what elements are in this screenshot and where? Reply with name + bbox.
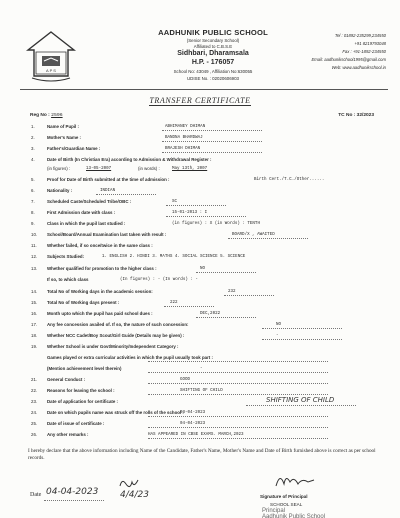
field-label: Date of application for certificate : [47,399,118,404]
field-value: (in figures) : X (in Words) : TENTH [172,222,260,226]
field-number: 1. [31,124,35,129]
field-number: 21. [31,377,38,382]
field-label: Any other remarks : [47,432,89,437]
header-divider [20,89,388,90]
school-seal-label: SCHOOL SEAL [270,502,303,507]
reg-number [30,113,63,118]
school-affiliation: Affiliated to C.B.S.E [193,44,233,49]
email-line: Email: aadhunikschool1995@gmail.com [311,57,386,62]
field-label: Date of issue of certificate : [47,421,105,426]
field-value: 1. ENGLISH 2. HINDI 3. MATHS 4. SOCIAL SCIENCE 5. SCIENCE [102,255,246,259]
value-underline [148,383,328,384]
value-underline [164,306,214,307]
field-value: 04-04-2023 [180,422,206,426]
school-state: H.P. - 176057 [191,59,235,66]
field-label: Mother's Name : [47,135,81,140]
field-value: - [276,334,279,338]
reg-value: 2596 [51,113,63,118]
school-number: School No: 43049 , Affiliation No:630055 [173,69,253,74]
value-underline [166,205,226,206]
field-number: 6. [31,188,35,193]
date-underline [44,500,104,501]
field-label: (Mention achievement level therein) [47,366,122,371]
school-udise: UDISE No. : 02020606903 [187,76,239,81]
field-label: Any fee concession availed of. If so, the nature of such concession: [47,322,189,327]
value-underline [246,405,356,406]
field-label: Subjects Studied: [47,254,85,259]
date-label: Date [30,492,42,498]
field-number: 13. [31,266,38,271]
field-number: 5. [31,177,35,182]
field-label: Whether NCC Cadet/Boy Scout/Girl Guide (Details may be given) : [47,333,185,338]
field-label: Whether failed, if so once/twice in the same class : [47,243,153,248]
value-underline [148,427,328,428]
field-label: Whether School is under Govt/Minority/Independent Category : [47,344,179,349]
field-number: 7. [31,199,35,204]
tc-value: 32/2023 [356,113,374,118]
field-number: 16. [31,311,38,316]
fax-line: Fax : +91-1892-234550 [342,49,386,54]
value-underline [148,438,328,439]
struck-off-date-handwritten: SHIFTING OF CHILD [266,396,335,404]
svg-text:A P S: A P S [46,68,56,73]
seal-principal-text: Principal [262,508,286,514]
phone-line-2: +91 8219793048 [354,41,386,46]
declaration-text: I hereby declare that the above information including Name of the Candidate, Father's Name, Mother's Name and Date of Birth furnished above is correct as per school records. [28,448,376,462]
document-title-text: TRANSFER CERTIFICATE [149,96,251,105]
field-value: 232 [228,290,236,294]
field-number: 11. [31,243,37,248]
value-underline [162,130,262,131]
field-label: Month upto which the pupil has paid school dues : [47,311,153,316]
field-value: (In figures) : - (In words) : - [120,278,198,282]
field-value: Birth Cert./T.C./Other...... [254,178,325,182]
value-underline [162,152,262,153]
field-value: BANDNA BHARDWAJ [165,136,203,140]
field-number: 4. [31,157,35,162]
initials-handwritten: 4/4/23 [120,490,149,500]
field-label: Date of Birth (In Christian Era) according to Admission & Withdrawal Register : [47,157,212,162]
field-label: First Admission date with class : [47,210,116,215]
field-number: 15. [31,300,38,305]
principal-signature-label: Signature of Principal [260,494,308,499]
value-underline [96,194,156,195]
field-value: SHIFTING OF CHILD [180,389,223,393]
field-value: 222 [170,301,178,305]
reg-label: Reg No : [30,113,50,118]
field-number: 23. [31,399,38,404]
school-name: AADHUNIK PUBLIC SCHOOL [158,28,268,37]
value-underline [148,361,328,362]
value-underline [148,372,328,373]
initials-signature-mark [118,476,140,490]
field-value: 15-01-2013 : I [172,211,208,215]
tc-number [338,113,374,118]
field-number: 2. [31,135,35,140]
field-label: (in figures) : [47,166,71,171]
field-label: General Conduct : [47,377,86,382]
field-number: 18. [31,333,38,338]
phone-line-1: Tel : 01892-235299,234550 [334,33,386,38]
field-value: - [200,367,203,371]
field-label: Scheduled Caste/Scheduled Tribe/OBC : [47,199,132,204]
field-number: 24. [31,410,38,415]
value-underline [162,141,262,142]
principal-signature [272,470,318,492]
seal-school-text: Aadhunik Public School [262,514,326,518]
field-label: Total No of Working days in the academic session: [47,289,153,294]
field-label: Proof for Date of Birth submitted at the time of admission : [47,177,170,182]
field-label: Total No of Working days present : [47,300,120,305]
tc-label: TC No : [338,113,356,118]
field-label: Games played or extra curricular activities in which the pupil usually took part : [47,355,213,360]
value-underline [228,238,308,239]
document-title [0,96,400,105]
field-number: 9. [31,221,35,226]
value-underline [148,394,328,395]
field-label: Father's/Guardian Name : [47,146,101,151]
school-logo [24,30,78,82]
field-label: If so, to which class [47,277,89,282]
value-underline [262,328,342,329]
field-label: Date on which pupils name was struck off the rolls of the school : [47,410,184,415]
field-number: 8. [31,210,35,215]
field-label: Reasons for leaving the school : [47,388,115,393]
field-number: 17. [31,322,38,327]
field-label: Name of Pupil : [47,124,79,129]
field-label-words: (in words) : [138,166,160,171]
field-number: 26. [31,432,38,437]
field-value-words: May 13th, 2007 [172,167,208,171]
field-label: Class in which the pupil last studied : [47,221,126,226]
school-address: Sidhbari, Dharamsala [177,50,249,57]
field-number: 22. [31,388,38,393]
field-number: 19. [31,344,38,349]
value-underline [166,216,246,217]
value-underline [224,295,274,296]
field-value: SC [172,200,178,204]
value-underline [148,416,328,417]
value-underline [196,272,256,273]
field-number: 12. [31,254,38,259]
field-value: NO [276,323,282,327]
value-underline [262,339,342,340]
field-label: Whether qualified for promotion to the higher class : [47,266,157,271]
field-label: School/Board/Annual Examination last taken with result : [47,232,167,237]
field-number: 3. [31,146,35,151]
field-value: 13-05-2007 [86,167,112,171]
field-value: BRAJESH DHIMAN [165,147,201,151]
date-handwritten: 04-04-2023 [46,487,99,497]
field-value: 03-04-2023 [180,411,206,415]
field-number: 14. [31,289,38,294]
school-subtitle: (Senior Secondary School) [186,38,240,43]
field-value: BOARD/X , AWAITED [232,233,275,237]
field-value: ABHIMANEY DHIMAN [165,125,206,129]
field-value: NO [200,267,206,271]
field-label: Nationality : [47,188,73,193]
field-value: INDIAN [100,189,116,193]
field-value: HAS APPEARED IN CBSE EXAMS. MARCH,2023 [148,433,244,437]
field-value: DEC,2022 [200,312,221,316]
field-number: 25. [31,421,38,426]
web-line: Web: www.aadhunikschool.in [331,65,386,70]
field-number: 10. [31,232,38,237]
field-value: GOOD [180,378,191,382]
value-underline [196,317,256,318]
